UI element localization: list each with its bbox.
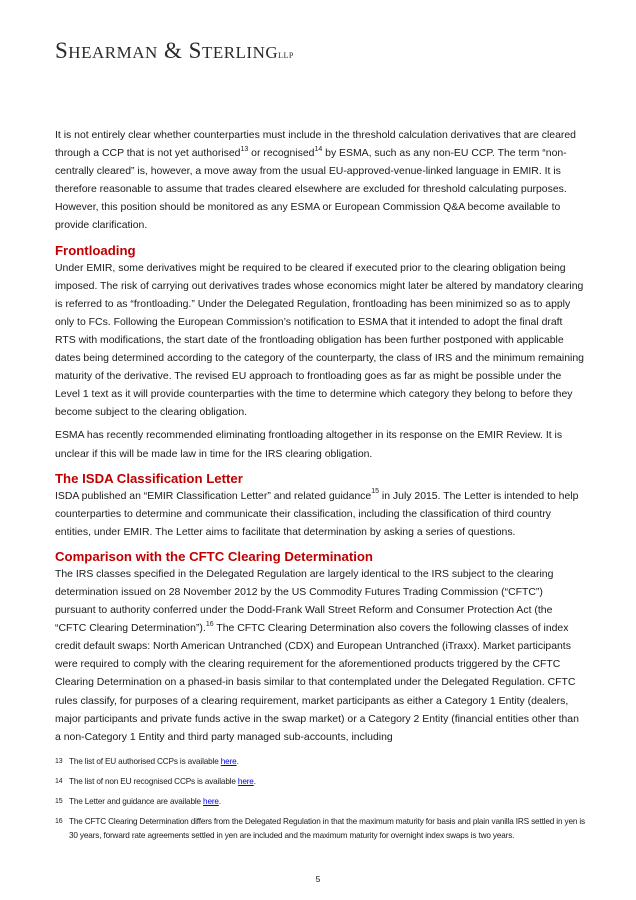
heading-frontloading: Frontloading <box>55 242 136 258</box>
cftc-paragraph: The IRS classes specified in the Delegated Regulation are largely identical to the IRS subject to the clearing determination issued on 28 November 2012 by the US Commodity Futures Trading Commission (“CFTC”) pursuant to authority conferred under the Dodd-Frank Wall Street Reform and Consumer Protection Act (the “CFTC Clearing Determination”).$^{16}$ The CFTC Clearing Determination also covers the following classes of index credit default swaps: North American Untranched (CDX) and European Untranched (iTraxx). Market participants were required to comply with the clearing requirement for the aforementioned products triggered by the CFTC Clearing Determination on a phased-in basis similar to that contemplated under the Delegated Regulation. CFTC rules classify, for purposes of a clearing requirement, market participants as either a Category 1 Entity (dealers, major participants and private funds active in the swap market) or a Category 2 Entity (financial entities other than a non-Category 1 Entity and third party managed sub-accounts, including <box>55 568 579 743</box>
logo-ampersand: & <box>157 38 189 63</box>
shearman-sterling-logo <box>55 38 294 64</box>
footnote-14: 14 The list of non EU recognised CCPs is available here. <box>55 777 256 786</box>
logo-word-sterling: TERLING <box>201 43 279 62</box>
intro-paragraph: It is not entirely clear whether counterparties must include in the threshold calculation derivatives that are cleared through a CCP that is not yet authorised$^{13}$ or recognised$^{14}$ by ESMA, such as any non-EU CCP. The term “non-centrally cleared” is, however, a move away from the usual EU-approved-venue-linked language in EMIR. It is therefore reasonable to assume that trades cleared elsewhere are excluded for threshold calculating purposes. However, this position should be monitored as any ESMA or European Commission Q&A become available to provide clarification. <box>55 130 576 232</box>
footnote-14-link[interactable]: here <box>237 777 254 786</box>
footnotes <box>55 755 590 849</box>
footnote-15-link[interactable]: here <box>203 797 219 806</box>
footnote-13-link[interactable]: here <box>220 757 237 766</box>
heading-cftc-comparison: Comparison with the CFTC Clearing Determination <box>55 548 373 564</box>
footnote-ref-13: 13 <box>240 145 249 153</box>
logo-initial-s1: S <box>55 38 69 63</box>
footnote-ref-16: 16 <box>205 620 214 628</box>
heading-isda-classification-letter: The ISDA Classification Letter <box>55 470 243 486</box>
footnote-ref-14: 14 <box>314 145 323 153</box>
footnote-13: 13 The list of EU authorised CCPs is available here. <box>55 757 239 766</box>
footnote-15: 15 The Letter and guidance are available here. <box>55 797 221 806</box>
footnote-16: 16 The CFTC Clearing Determination differs from the Delegated Regulation in that the maximum maturity for basis and plain vanilla IRS settled in yen is 30 years, forward rate agreements settled in yen are included and the maximum maturity for overnight index swaps is two years. <box>55 817 585 840</box>
frontloading-paragraph-1: Under EMIR, some derivatives might be required to be cleared if executed prior to the clearing obligation being imposed. The risk of carrying out derivatives trades whose economics might later be altered by mandatory clearing is referred to as “frontloading.” Under the Delegated Regulation, frontloading has been minimized so as to apply only to FCs. Following the European Commission’s notification to ESMA that it intended to adopt the final draft RTS with modifications, the start date of the frontloading obligation has been further postponed with applicable dates being determined according to the category of the counterparty, the class of IRS and the minimum remaining maturity of the derivative. The revised EU approach to frontloading goes as far as might be possible under the Level 1 text as it will provide counterparties with the time to determine which category they belong to before they become subject to the clearing obligation. <box>55 262 584 419</box>
logo-word-shearman: HEARMAN <box>68 43 158 62</box>
logo-llp: LLP <box>278 51 294 60</box>
footnote-ref-15: 15 <box>371 488 379 496</box>
logo-initial-s2: S <box>188 38 202 63</box>
isda-paragraph: ISDA published an “EMIR Classification Letter” and related guidance$^{15}$ in July 2015. The Letter is intended to help counterparties to determine and communicate their classification, including the classification of third country entities, under EMIR. The Letter aims to facilitate that determination by asking a series of questions. <box>55 488 579 538</box>
page-number: 5 <box>315 874 321 884</box>
document-body <box>55 127 585 752</box>
frontloading-paragraph-2: ESMA has recently recommended eliminating frontloading altogether in its response on the EMIR Review. It is unclear if this will be made law in time for the IRS clearing obligation. <box>55 430 563 460</box>
